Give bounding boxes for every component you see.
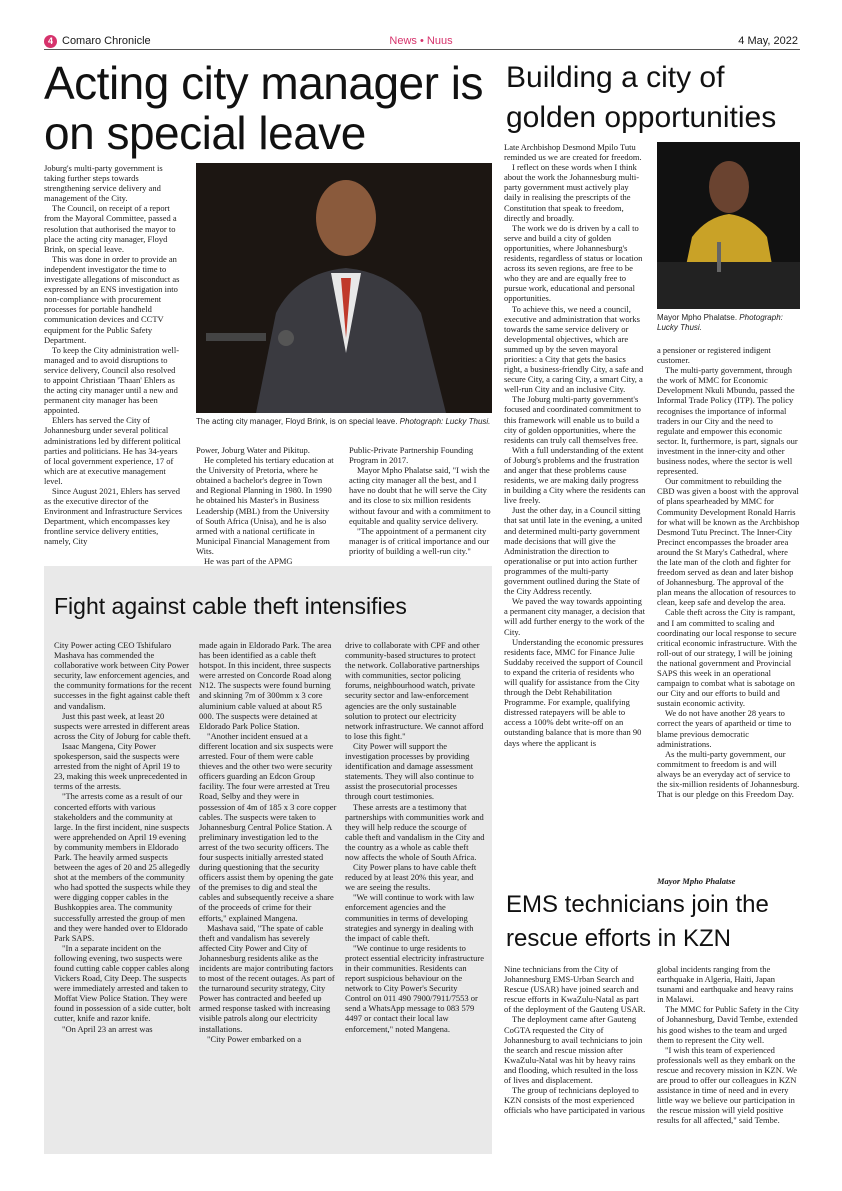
article-paragraph: "Another incident ensued at a different location and six suspects were arrested. Four of them were cable thieves and the other two were security officers guarding an Edcon Group facility. The four were arrested at Treu Road, Selby and they were in possession of 4m of 185 x 3 core copper cables. The suspects were taken to Johannesburg Central Police Station. A preliminary investigation led to the arrest of the two security officers. The four suspects initially arrested stated during questioning that the security officers assist them by opening the gate of the premises to dig and steal the cables and subsequently receive a share of the proceeds of crime for their efforts," explained Mangena. xyxy=(199,730,337,923)
article-paragraph: I reflect on these words when I think about the work the Johannesburg multi-party government must actively play daily in realising the prescripts of the Constitution that speak to freedom, directly and broadly. xyxy=(504,162,640,223)
article-paragraph: This was done in order to provide an independent investigator the time to investigate allegations of misconduct as expressed by an ENS investigation into non-compliance with procurement processes for portable handheld communication devices and CCTV equipment for the Public Safety Department. xyxy=(44,253,180,345)
article-paragraph: Just the other day, in a Council sitting that sat until late in the evening, a united and determined multi-party government made decisions that will give the Administration the direction to operationalise or put into action further programmes of the multi-party government outlined during the State of the City Address recently. xyxy=(504,505,643,597)
article-paragraph: made again in Eldorado Park. The area has been identified as a cable theft hotspot. In this incident, three suspects were arrested on Concorde Road along N12. The suspects were found burning and skinning 7m of 300mm x 3 core aluminium cable valued at about R5 000. The suspects were detained at Eldorado Park Police Station. xyxy=(199,640,332,731)
article-paragraph: He completed his tertiary education at the University of Pretoria, where he obtained a bachelor's degree in Town and Regional Planning in 1980. In 1990 he obtained his Master's in Business Leadership (MBL) from the University of South Africa (Unisa), and he is also armed with a national certificate in Municipal Financial Management from Wits. xyxy=(196,455,334,556)
article-paragraph: City Power acting CEO Tshifularo Mashava has commended the collaborative work between City Power security, law enforcement agencies, and the community formations for the recent successes in the fight against cable theft and vandalism. xyxy=(54,640,192,711)
ems-story-column-1 xyxy=(504,964,646,1115)
cable-theft-headline: Fight against cable theft intensifies xyxy=(54,593,407,619)
article-paragraph: Mayor Mpho Phalatse said, "I wish the acting city manager all the best, and I have no doubt that he will serve the City and its close to six million residents without favour and with a commitment to equitable and quality service delivery. xyxy=(349,465,491,526)
side-story-column-1 xyxy=(504,142,646,748)
article-paragraph: The Council, on receipt of a report from the Mayoral Committee, passed a resolution that authorised the mayor to place the acting city manager, Floyd Brink, on special leave. xyxy=(44,203,177,254)
article-paragraph: "I wish this team of experienced professionals well as they embark on the rescue and recovery mission in KZN. We are proud to offer our colleagues in KZN assistance in time of need and in every little way we believe our participation in the rescue mission will yield positive results for all affected," said Tembe. xyxy=(657,1044,798,1126)
article-paragraph: "The appointment of a permanent city manager is of critical importance and our priority of building a well-run city." xyxy=(349,525,490,556)
ems-story-column-2 xyxy=(657,964,800,1126)
article-paragraph: "We will continue to work with law enforcement agencies and the communities in terms of developing strategies and synergy in dealing with the impact of cable theft. xyxy=(345,892,475,943)
cable-story-column-1 xyxy=(54,640,192,1034)
article-paragraph: We do not have another 28 years to correct the years of apartheid or time to blame previous democratic administrations. xyxy=(657,708,792,749)
cable-story-column-2 xyxy=(199,640,337,1044)
article-paragraph: We paved the way towards appointing a permanent city manager, a decision that will add further energy to the work of the City. xyxy=(504,596,646,637)
article-paragraph: City Power plans to have cable theft reduced by at least 20% this year, and we are seeing the results. xyxy=(345,862,477,893)
article-paragraph: The work we do is driven by a call to serve and build a city of golden opportunities, where Johannesburg's residents, regardless of status or location across its seven regions, are free to be who they are and are equally free to pursue work, educational and personal opportunities. xyxy=(504,222,643,304)
issue-date: 4 May, 2022 xyxy=(738,35,798,47)
main-headline: Acting city manager is on special leave xyxy=(44,57,483,159)
caption-text: The acting city manager, Floyd Brink, is on special leave. xyxy=(196,417,398,426)
article-paragraph: Isaac Mangena, City Power spokesperson, said the suspects were arrested from the night of April 19 to 23, making this week unprecedented in terms of the arrests. xyxy=(54,740,188,792)
article-paragraph: Just this past week, at least 20 suspects were arrested in different areas across the City of Joburg for cable theft. xyxy=(54,710,191,741)
article-paragraph: Our commitment to rebuilding the CBD was given a boost with the approval of plans spearheaded by MMC for Community Development Ronald Harris for what will be known as the Archbishop Desmond Tutu Precinct. The Inner-City Precinct encompasses the broader area around the St Mary's Cathedral, where the late man of the cloth and fighter for freedom served as dean and later bishop of Johannesburg. The approval of the plan means the allocation of resources to clean, keep safe and develop the area. xyxy=(657,476,800,608)
article-paragraph: Joburg's multi-party government is taking further steps towards strengthening service delivery and management of the City. xyxy=(44,163,163,204)
article-paragraph: The group of technicians deployed to KZN consists of the most experienced officials who have participated in various xyxy=(504,1085,645,1116)
publication-name: Comaro Chronicle xyxy=(62,35,151,47)
article-paragraph: "City Power embarked on a xyxy=(207,1033,302,1044)
side-story-column-2 xyxy=(657,345,800,799)
article-paragraph: Power, Joburg Water and Pikitup. xyxy=(196,445,310,455)
mpho-phalatse-photo xyxy=(657,142,800,309)
portrait-illustration xyxy=(196,163,492,413)
section-label: News • Nuus xyxy=(389,35,453,47)
article-paragraph: "In a separate incident on the following evening, two suspects were found cutting cable copper cables along Vickers Road, City Deep. The suspects were immediately arrested and taken to Moffat View Police Station. They were found in possession of a side cutter, bolt cutter, knife and razor knife. xyxy=(54,942,191,1024)
article-paragraph: "We continue to urge residents to protect essential electricity infrastructure in their communities. Residents can report suspicious behaviour on the network to City Power's Security Control on 011 490 7900/7911/7553 or send a WhatsApp message to 083 579 4497 or contact their local law enforcement," noted Mangena. xyxy=(345,942,485,1034)
side-photo-caption xyxy=(657,313,800,333)
main-photo-caption xyxy=(196,417,492,427)
portrait-illustration xyxy=(657,142,800,309)
ems-headline: EMS technicians join the rescue efforts in KZN xyxy=(506,891,769,952)
article-paragraph: Public-Private Partnership Founding Program in 2017. xyxy=(349,445,474,466)
caption-credit: Photograph: Lucky Thusi. xyxy=(657,313,783,332)
article-paragraph: Cable theft across the City is rampant, and I am committed to scaling and coordinating our local response to secure critical economic infrastructure. With the roll-out of our strategy, I will be joining the national government and Provincial SAPS this week in an operational campaign to combat what is sabotage on our City and our efforts to build and sustain economic activity. xyxy=(657,607,797,709)
article-paragraph: Since August 2021, Ehlers has served as the executive director of the Environment and Infrastructure Services Department, which encompasses key frontline service delivery entities, namely, City xyxy=(44,486,183,547)
article-paragraph: He was part of the APMG xyxy=(204,556,293,567)
article-paragraph: Nine technicians from the City of Johannesburg EMS-Urban Search and Rescue (USAR) have joined search and rescue efforts in KwaZulu-Natal as part of the deployment of the Gauteng USAR. xyxy=(504,964,646,1015)
main-story-column-3 xyxy=(349,445,492,556)
article-paragraph: a pensioner or registered indigent customer. xyxy=(657,345,771,366)
article-paragraph: Mashava said, "The spate of cable theft and vandalism has severely affected City Power and City of Johannesburg residents alike as the incidents are major contributing factors to most of the recent outages. As part of the turnaround security strategy, City Power has contracted and beefed up armed response tasked with increasing visible patrols along our electricity installations. xyxy=(199,922,335,1034)
header-rule xyxy=(44,49,800,50)
main-story-column-1 xyxy=(44,163,184,547)
floyd-brink-photo xyxy=(196,163,492,413)
cable-story-column-3 xyxy=(345,640,485,1034)
article-paragraph: To achieve this, we need a council, executive and administration that works towards the same service delivery or developmental objectives, which are summed up by the seven mayoral priorities: a City that gets the basics right, a business-friendly City, a safe and secure City, a caring City, a smart City, a well-run City and an inclusive City. xyxy=(504,303,644,395)
page-number-badge: 4 xyxy=(44,35,57,48)
side-headline: Building a city of golden opportunities xyxy=(506,61,777,134)
article-paragraph: To keep the City administration well-managed and to avoid disruptions to service delivery, Council also resolved to appoint Christiaan 'Thaan' Ehlers as the acting city manager until a new and permanent city manager has been appointed. xyxy=(44,344,180,416)
signature: Mayor Mpho Phalatse xyxy=(657,876,736,886)
article-paragraph: With a full understanding of the extent of Joburg's problems and the frustration and anger that these problems cause residents, we are making daily progress in building a City where the residents can live freely. xyxy=(504,444,646,506)
article-paragraph: The deployment came after Gauteng CoGTA requested the City of Johannesburg to avail technicians to join the search and rescue mission after KwaZulu-Natal was hit by heavy rains and flooding, which resulted in the loss of lives and displacement. xyxy=(504,1014,643,1086)
article-paragraph: Late Archbishop Desmond Mpilo Tutu reminded us we are created for freedom. xyxy=(504,142,642,163)
article-paragraph: Ehlers has served the City of Johannesburg under several political administrations led by different political parties and politicians. He has 34-years of local government experience, 17 of which are at executive management level. xyxy=(44,415,181,486)
caption-credit: Photograph: Lucky Thusi. xyxy=(399,417,491,426)
article-paragraph: The Joburg multi-party government's focused and coordinated commitment to this framework will enable us to build a city of golden opportunities, where the residents can truly call themselves free. xyxy=(504,394,641,445)
article-paragraph: global incidents ranging from the earthquake in Algeria, Haiti, Japan tsunami and earthquake and heavy rains in Malawi. xyxy=(657,964,794,1005)
article-paragraph: Understanding the economic pressures residents face, MMC for Finance Julie Suddaby received the support of Council to expand the criteria of residents who will qualify for assistance from the City through the Debt Rehabilitation Programme. For example, qualifying distressed ratepayers will be able to access a 100% debt write-off on an outstanding balance that is more than 90 days where the applicant is xyxy=(504,636,644,748)
caption-text: Mayor Mpho Phalatse. xyxy=(657,313,738,322)
article-paragraph: These arrests are a testimony that partnerships with communities work and they will help reduce the scourge of cable theft and vandalism in the City and the country as a whole as cable theft now affects the whole of South Africa. xyxy=(345,801,485,862)
article-paragraph: As the multi-party government, our commitment to freedom is and will always be an everyday act of service to the six-million residents of Johannesburg. That is our pledge on this Freedom Day. xyxy=(657,748,800,800)
article-paragraph: "On April 23 an arrest was xyxy=(62,1023,153,1034)
article-paragraph: "The arrests come as a result of our concerted efforts with various stakeholders and the community at large. In the first incident, nine suspects were apprehended on April 19 evening by community members in Eldorado Park. The heavily armed suspects between the ages of 20 and 25 allegedly shot at the members of the community who had spotted the suspects while they were digging copper cables in the Bushkoppies area. The community successfully arrested the group of men and they were handed over to Eldorado Park SAPS. xyxy=(54,791,191,943)
article-paragraph: The MMC for Public Safety in the City of Johannesburg, David Tembe, extended his good wishes to the team and urged them to represent the City well. xyxy=(657,1004,799,1045)
article-paragraph: City Power will support the investigation processes by providing identification and damage assessment statements. They will also continue to assist the prosecutorial processes through court testimonies. xyxy=(345,740,474,802)
article-paragraph: The multi-party government, through the work of MMC for Economic Development Nkuli Mbundu, passed the Informal Trade Policy (ITP). The policy recognises the importance of informal traders in our City and the need to regulate and empower this economic sector. It, furthermore, is part, signals our investment in the inner-city and other business nodes, where the sector is well represented. xyxy=(657,365,798,477)
main-story-column-2 xyxy=(196,445,336,566)
article-paragraph: drive to collaborate with CPF and other community-based structures to protect the network. Collaborative partnerships with communities, sector policing forums, neighbourhood watch, private security sector and law-enforcement agencies are the only sustainable solution to protect our electricity network infrastructure. We cannot afford to lose this fight." xyxy=(345,640,484,741)
